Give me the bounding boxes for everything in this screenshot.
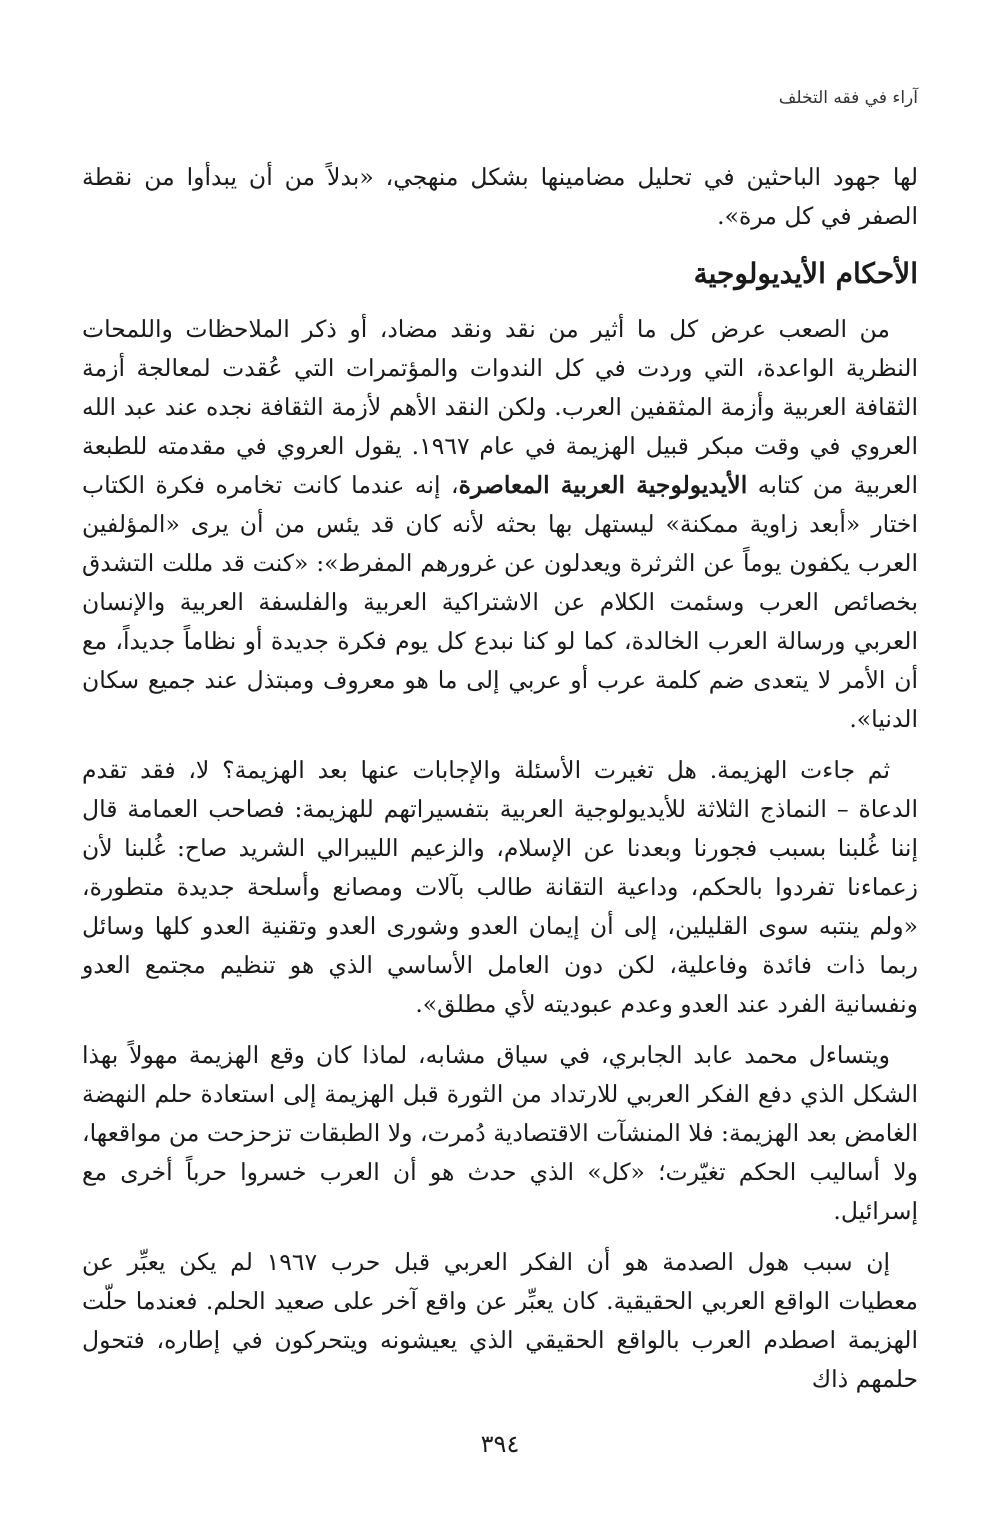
page-number: ٣٩٤ — [480, 1430, 520, 1458]
paragraph-shock: إن سبب هول الصدمة هو أن الفكر العربي قبل حرب ١٩٦٧ لم يكن يعبِّر عن معطيات الواقع العربي الحقيقية. كان يعبِّر عن واقع آخر على صعيد الحلم. فعندما حلّت الهزيمة اصطدم العرب بالواقع الحقيقي الذي يعيشونه ويتحركون في إطاره، فتحول حلمهم ذاك — [82, 1248, 918, 1393]
running-head: آراء في فقه التخلف — [778, 88, 918, 108]
paragraph-continuation: لها جهود الباحثين في تحليل مضامينها بشكل منهجي، «بدلاً من أن يبدأوا من نقطة الصفر في كل مرة». — [82, 163, 918, 230]
paragraph-jabri: ويتساءل محمد عابد الجابري، في سياق مشابه، لماذا كان وقع الهزيمة مهولاً بهذا الشكل الذي دفع الفكر العربي للارتداد من الثورة قبل الهزيمة إلى استعادة حلم النهضة الغامض بعد الهزيمة: فلا المنشآت الاقتصادية دُمرت، ولا الطبقات تزحزحت من مواقعها، ولا أساليب الحكم تغيّرت؛ «كل» الذي حدث هو أن العرب خسروا حرباً أخرى مع إسرائيل. — [82, 1041, 918, 1225]
paragraph-laroui-part2: ، إنه عندما كانت تخامره فكرة الكتاب اختار «أبعد زاوية ممكنة» ليستهل بها بحثه لأنه كان قد يئس من أن يرى «المؤلفين العرب يكفون يوماً عن الثرثرة ويعدلون عن غرورهم المفرط»: «كنت قد مللت التشدق بخصائص العرب وسئمت الكلام عن الاشتراكية العربية والفلسفة العربية والإنسان العربي ورسالة العرب الخالدة، كما لو كنا نبدع كل يوم فكرة جديدة أو نظاماً جديداً، مع أن الأمر لا يتعدى ضم كلمة عرب أو عربي إلى ما هو معروف ومبتذل عند جميع سكان الدنيا». — [82, 471, 918, 733]
paragraph-laroui — [82, 310, 918, 739]
paragraph-defeat: ثم جاءت الهزيمة. هل تغيرت الأسئلة والإجابات عنها بعد الهزيمة؟ لا، فقد تقدم الدعاة – النماذج الثلاثة للأيديولوجية العربية بتفسيراتهم للهزيمة: فصاحب العمامة قال إننا غُلبنا بسبب فجورنا وبعدنا عن الإسلام، والزعيم الليبرالي الشريد صاح: غُلبنا لأن زعماءنا تفردوا بالحكم، وداعية التقانة طالب بآلات ومصانع وأسلحة جديدة متطورة، «ولم ينتبه سوى القليلين، إلى أن إيمان العدو وشورى العدو وتقنية العدو كلها وسائل ربما ذات فائدة وفاعلية، لكن دون العامل الأساسي الذي هو تنظيم مجتمع العدو ونفسانية الفرد عند العدو وعدم عبوديته لأي مطلق». — [82, 756, 918, 1018]
book-title: الأيديولوجية العربية المعاصرة — [458, 471, 748, 499]
paragraph-laroui-part1: من الصعب عرض كل ما أثير من نقد ونقد مضاد، أو ذكر الملاحظات واللمحات النظرية الواعدة، التي وردت في كل الندوات والمؤتمرات التي عُقدت لمعالجة أزمة الثقافة العربية وأزمة المثقفين العرب. ولكن النقد الأهم لأزمة الثقافة نجده عند عبد الله العروي في وقت مبكر قبيل الهزيمة في عام ١٩٦٧. يقول العروي في مقدمته للطبعة العربية من كتابه — [82, 315, 918, 499]
body-text — [82, 158, 918, 1411]
section-heading: الأحكام الأيديولوجية — [693, 257, 918, 290]
